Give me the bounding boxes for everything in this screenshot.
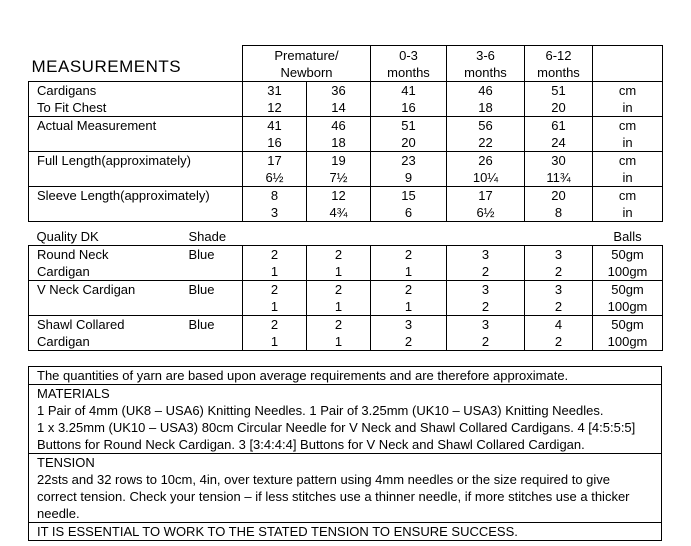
yarn-ball-count: 2 xyxy=(307,316,371,334)
yarn-table xyxy=(28,228,663,351)
yarn-ball-weight: 50gm xyxy=(593,281,663,299)
measurement-label: Cardigans xyxy=(29,82,243,100)
tension-section xyxy=(29,453,661,522)
measurement-value: 6 xyxy=(371,204,447,222)
yarn-ball-weight: 100gm xyxy=(593,263,663,281)
yarn-ball-count: 3 xyxy=(525,246,593,264)
yarn-ball-count: 2 xyxy=(243,281,307,299)
yarn-ball-count: 2 xyxy=(447,333,525,351)
yarn-balls-label: Balls xyxy=(613,229,642,244)
yarn-design-label xyxy=(29,298,179,316)
measurement-value: 6½ xyxy=(447,204,525,222)
measurement-value: 18 xyxy=(307,134,371,152)
materials-line: Buttons for Round Neck Cardigan. 3 [3:4:4:4] Buttons for V Neck and Shawl Collared Cardigan. xyxy=(37,437,585,452)
tension-line: correct tension. Check your tension – if less stitches use a thinner needle, if more stitches use a thicker xyxy=(37,489,630,504)
header-premature-newborn: Premature/ Newborn xyxy=(243,46,371,82)
yarn-ball-count: 2 xyxy=(371,246,447,264)
yarn-ball-count: 1 xyxy=(243,333,307,351)
measurement-value: 31 xyxy=(243,82,307,100)
measurement-label: To Fit Chest xyxy=(29,99,243,117)
measurement-row xyxy=(29,82,663,100)
measurement-label xyxy=(29,134,243,152)
yarn-ball-count: 1 xyxy=(243,298,307,316)
yarn-shade: Blue xyxy=(179,281,243,299)
yarn-shade: Blue xyxy=(179,316,243,334)
yarn-ball-count: 2 xyxy=(525,263,593,281)
measurement-unit: cm xyxy=(593,152,663,170)
yarn-ball-count: 2 xyxy=(525,333,593,351)
yarn-ball-count: 3 xyxy=(447,316,525,334)
yarn-ball-count: 1 xyxy=(307,333,371,351)
yarn-ball-count: 2 xyxy=(243,246,307,264)
measurement-value: 12 xyxy=(243,99,307,117)
yarn-ball-weight: 100gm xyxy=(593,298,663,316)
yarn-design-label: Cardigan xyxy=(29,333,179,351)
measurements-title: MEASUREMENTS xyxy=(31,56,182,76)
measurement-value: 17 xyxy=(243,152,307,170)
yarn-shade-label: Shade xyxy=(188,229,227,244)
header-0-3-months: 0-3 months xyxy=(371,46,447,82)
measurement-value: 20 xyxy=(525,99,593,117)
header-3-6-months: 3-6 months xyxy=(447,46,525,82)
measurement-unit: in xyxy=(593,204,663,222)
yarn-ball-weight: 50gm xyxy=(593,316,663,334)
measurement-value: 20 xyxy=(525,187,593,205)
notes-box xyxy=(28,366,662,541)
measurement-label: Sleeve Length(approximately) xyxy=(29,187,243,205)
tension-heading: TENSION xyxy=(37,455,95,470)
measurement-label xyxy=(29,204,243,222)
yarn-shade xyxy=(179,298,243,316)
yarn-design-label: V Neck Cardigan xyxy=(29,281,179,299)
measurement-value: 18 xyxy=(447,99,525,117)
yarn-ball-count: 1 xyxy=(307,263,371,281)
measurement-value: 51 xyxy=(525,82,593,100)
header-units xyxy=(593,46,663,82)
measurement-unit: cm xyxy=(593,117,663,135)
measurement-value: 20 xyxy=(371,134,447,152)
measurement-value: 41 xyxy=(243,117,307,135)
measurement-row xyxy=(29,134,663,152)
measurement-value: 19 xyxy=(307,152,371,170)
materials-line: 1 x 3.25mm (UK10 – USA3) 80cm Circular Needle for V Neck and Shawl Collared Cardigans. 4 [4:5:5:5] xyxy=(37,420,636,435)
yarn-quality-label: Quality DK xyxy=(36,229,99,244)
yarn-shade: Blue xyxy=(179,246,243,264)
measurement-value: 61 xyxy=(525,117,593,135)
yarn-ball-count: 1 xyxy=(307,298,371,316)
yarn-row xyxy=(29,281,663,299)
essential-text: IT IS ESSENTIAL TO WORK TO THE STATED TENSION TO ENSURE SUCCESS. xyxy=(37,524,518,539)
measurement-value: 11¾ xyxy=(525,169,593,187)
yarn-row xyxy=(29,333,663,351)
measurement-value: 9 xyxy=(371,169,447,187)
yarn-ball-count: 2 xyxy=(307,281,371,299)
yarn-design-label: Cardigan xyxy=(29,263,179,281)
measurement-value: 7½ xyxy=(307,169,371,187)
materials-heading: MATERIALS xyxy=(37,386,110,401)
yarn-ball-count: 2 xyxy=(371,281,447,299)
measurement-unit: cm xyxy=(593,82,663,100)
yarn-design-label: Round Neck xyxy=(29,246,179,264)
measurement-value: 22 xyxy=(447,134,525,152)
measurement-row xyxy=(29,117,663,135)
measurement-value: 36 xyxy=(307,82,371,100)
yarn-row xyxy=(29,263,663,281)
measurement-value: 3 xyxy=(243,204,307,222)
measurement-value: 14 xyxy=(307,99,371,117)
yarn-shade xyxy=(179,333,243,351)
yarn-ball-count: 4 xyxy=(525,316,593,334)
measurement-unit: cm xyxy=(593,187,663,205)
yarn-ball-count: 1 xyxy=(371,263,447,281)
yarn-ball-count: 3 xyxy=(525,281,593,299)
measurement-value: 4¾ xyxy=(307,204,371,222)
yarn-ball-count: 3 xyxy=(447,246,525,264)
tension-line: needle. xyxy=(37,506,80,521)
measurement-value: 41 xyxy=(371,82,447,100)
yarn-row xyxy=(29,316,663,334)
measurement-row xyxy=(29,187,663,205)
measurement-value: 6½ xyxy=(243,169,307,187)
measurement-value: 46 xyxy=(307,117,371,135)
measurement-value: 16 xyxy=(243,134,307,152)
measurement-row xyxy=(29,152,663,170)
measurement-value: 30 xyxy=(525,152,593,170)
yarn-ball-count: 1 xyxy=(243,263,307,281)
yarn-ball-count: 2 xyxy=(307,246,371,264)
measurement-value: 8 xyxy=(243,187,307,205)
yarn-design-label: Shawl Collared xyxy=(29,316,179,334)
measurement-unit: in xyxy=(593,134,663,152)
measurement-value: 12 xyxy=(307,187,371,205)
measurements-table xyxy=(28,45,663,222)
measurement-row xyxy=(29,169,663,187)
essential-section xyxy=(29,522,661,540)
measurement-label: Full Length(approximately) xyxy=(29,152,243,170)
measurement-label: Actual Measurement xyxy=(29,117,243,135)
yarn-ball-count: 2 xyxy=(243,316,307,334)
measurement-value: 56 xyxy=(447,117,525,135)
measurement-row xyxy=(29,204,663,222)
measurement-value: 16 xyxy=(371,99,447,117)
measurement-value: 15 xyxy=(371,187,447,205)
measurement-value: 8 xyxy=(525,204,593,222)
yarn-shade xyxy=(179,263,243,281)
yarn-ball-count: 2 xyxy=(447,298,525,316)
header-6-12-months: 6-12 months xyxy=(525,46,593,82)
yarn-ball-count: 3 xyxy=(371,316,447,334)
materials-line: 1 Pair of 4mm (UK8 – USA6) Knitting Needles. 1 Pair of 3.25mm (UK10 – USA3) Knitting Needles. xyxy=(37,403,604,418)
measurement-unit: in xyxy=(593,169,663,187)
materials-section xyxy=(29,384,661,453)
yarn-ball-count: 2 xyxy=(447,263,525,281)
quantities-text: The quantities of yarn are based upon average requirements and are therefore approximate. xyxy=(37,368,569,383)
measurement-value: 10¼ xyxy=(447,169,525,187)
measurement-value: 24 xyxy=(525,134,593,152)
measurement-value: 26 xyxy=(447,152,525,170)
quantities-section xyxy=(29,367,661,384)
yarn-row xyxy=(29,298,663,316)
measurement-value: 23 xyxy=(371,152,447,170)
measurement-unit: in xyxy=(593,99,663,117)
yarn-ball-count: 2 xyxy=(371,333,447,351)
measurement-value: 17 xyxy=(447,187,525,205)
measurement-value: 46 xyxy=(447,82,525,100)
yarn-ball-weight: 50gm xyxy=(593,246,663,264)
yarn-ball-count: 2 xyxy=(525,298,593,316)
yarn-ball-count: 1 xyxy=(371,298,447,316)
measurement-label xyxy=(29,169,243,187)
yarn-ball-count: 3 xyxy=(447,281,525,299)
tension-line: 22sts and 32 rows to 10cm, 4in, over texture pattern using 4mm needles or the size required to give xyxy=(37,472,611,487)
yarn-ball-weight: 100gm xyxy=(593,333,663,351)
yarn-row xyxy=(29,246,663,264)
measurement-row xyxy=(29,99,663,117)
measurement-value: 51 xyxy=(371,117,447,135)
